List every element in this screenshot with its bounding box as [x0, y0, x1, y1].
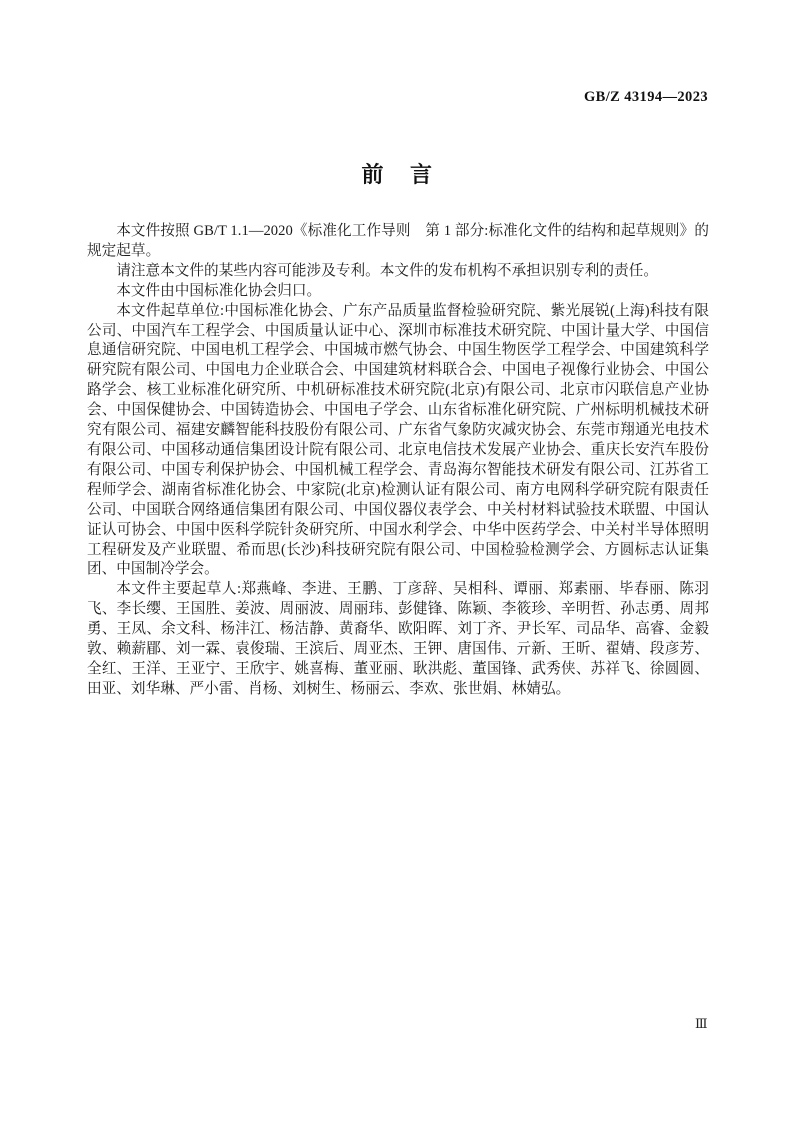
page-title-char-2: 言: [410, 162, 433, 187]
foreword-paragraph: 本文件按照 GB/T 1.1—2020《标准化工作导则 第 1 部分:标准化文件的结构和起草规则》的规定起草。: [87, 223, 709, 259]
foreword-paragraph: 请注意本文件的某些内容可能涉及专利。本文件的发布机构不承担识别专利的责任。: [116, 262, 659, 279]
standard-number: GB/Z 43194—2023: [583, 89, 708, 105]
page-header: [87, 88, 708, 110]
page-title: [0, 158, 794, 189]
page-footer: [87, 1015, 708, 1035]
page-title-char-1: 前: [361, 162, 384, 187]
foreword-paragraph-drafting-organizations: 本文件起草单位:中国标准化协会、广东产品质量监督检验研究院、紫光展锐(上海)科技有限公司、中国汽车工程学会、中国质量认证中心、深圳市标准技术研究院、中国计量大学、中国信息通信研究院、中国电机工程学会、中国城市燃气协会、中国生物医学工程学会、中国建筑科学研究院有限公司、中国电力企业联合会、中国建筑材料联合会、中国电子视像行业协会、中国公路学会、核工业标准化研究所、中机研标准技术研究院(北京)有限公司、北京市闪联信息产业协会、中国保健协会、中国铸造协会、中国电子学会、山东省标准化研究院、广州标明机械技术研究有限公司、福建安麟智能科技股份有限公司、广东省气象防灾减灾协会、东莞市翔通光电技术有限公司、中国移动通信集团设计院有限公司、北京电信技术发展产业协会、重庆长安汽车股份有限公司、中国专利保护协会、中国机械工程学会、青岛海尔智能技术研发有限公司、江苏省工程师学会、湖南省标准化协会、中家院(北京)检测认证有限公司、南方电网科学研究院有限责任公司、中国联合网络通信集团有限公司、中国仪器仪表学会、中关村材料试验技术联盟、中国认证认可协会、中国中医科学院针灸研究所、中国水利学会、中华中医药学会、中关村半导体照明工程研发及产业联盟、希而思(长沙)科技研究院有限公司、中国检验检测学会、方圆标志认证集团、中国制冷学会。: [87, 302, 709, 578]
page-number: Ⅲ: [694, 1016, 708, 1031]
foreword-paragraph-drafters: 本文件主要起草人:郑燕峰、李进、王鹏、丁彦辞、吴相科、谭丽、郑素丽、毕春丽、陈羽飞、李长缨、王国胜、姜波、周丽波、周丽玮、彭健锋、陈颖、李筱珍、辛明哲、孙志勇、周邦勇、王凤、余文科、杨沣江、杨洁静、黄裔华、欧阳晖、刘丁齐、尹长军、司品华、高睿、金毅敦、赖薪郿、刘一霖、袁俊瑞、王滨后、周亚杰、王钾、唐国伟、亓新、王昕、翟婧、段彦芳、全红、王洋、王亚宁、王欣宇、姚喜梅、董亚丽、耿洪彪、董国锋、武秀侠、苏祥飞、徐圆圆、田亚、刘华琳、严小雷、肖杨、刘树生、杨丽云、李欢、张世娟、林婧弘。: [87, 581, 709, 697]
foreword-paragraph: 本文件由中国标准化协会归口。: [116, 282, 322, 299]
foreword-body: [87, 222, 709, 700]
